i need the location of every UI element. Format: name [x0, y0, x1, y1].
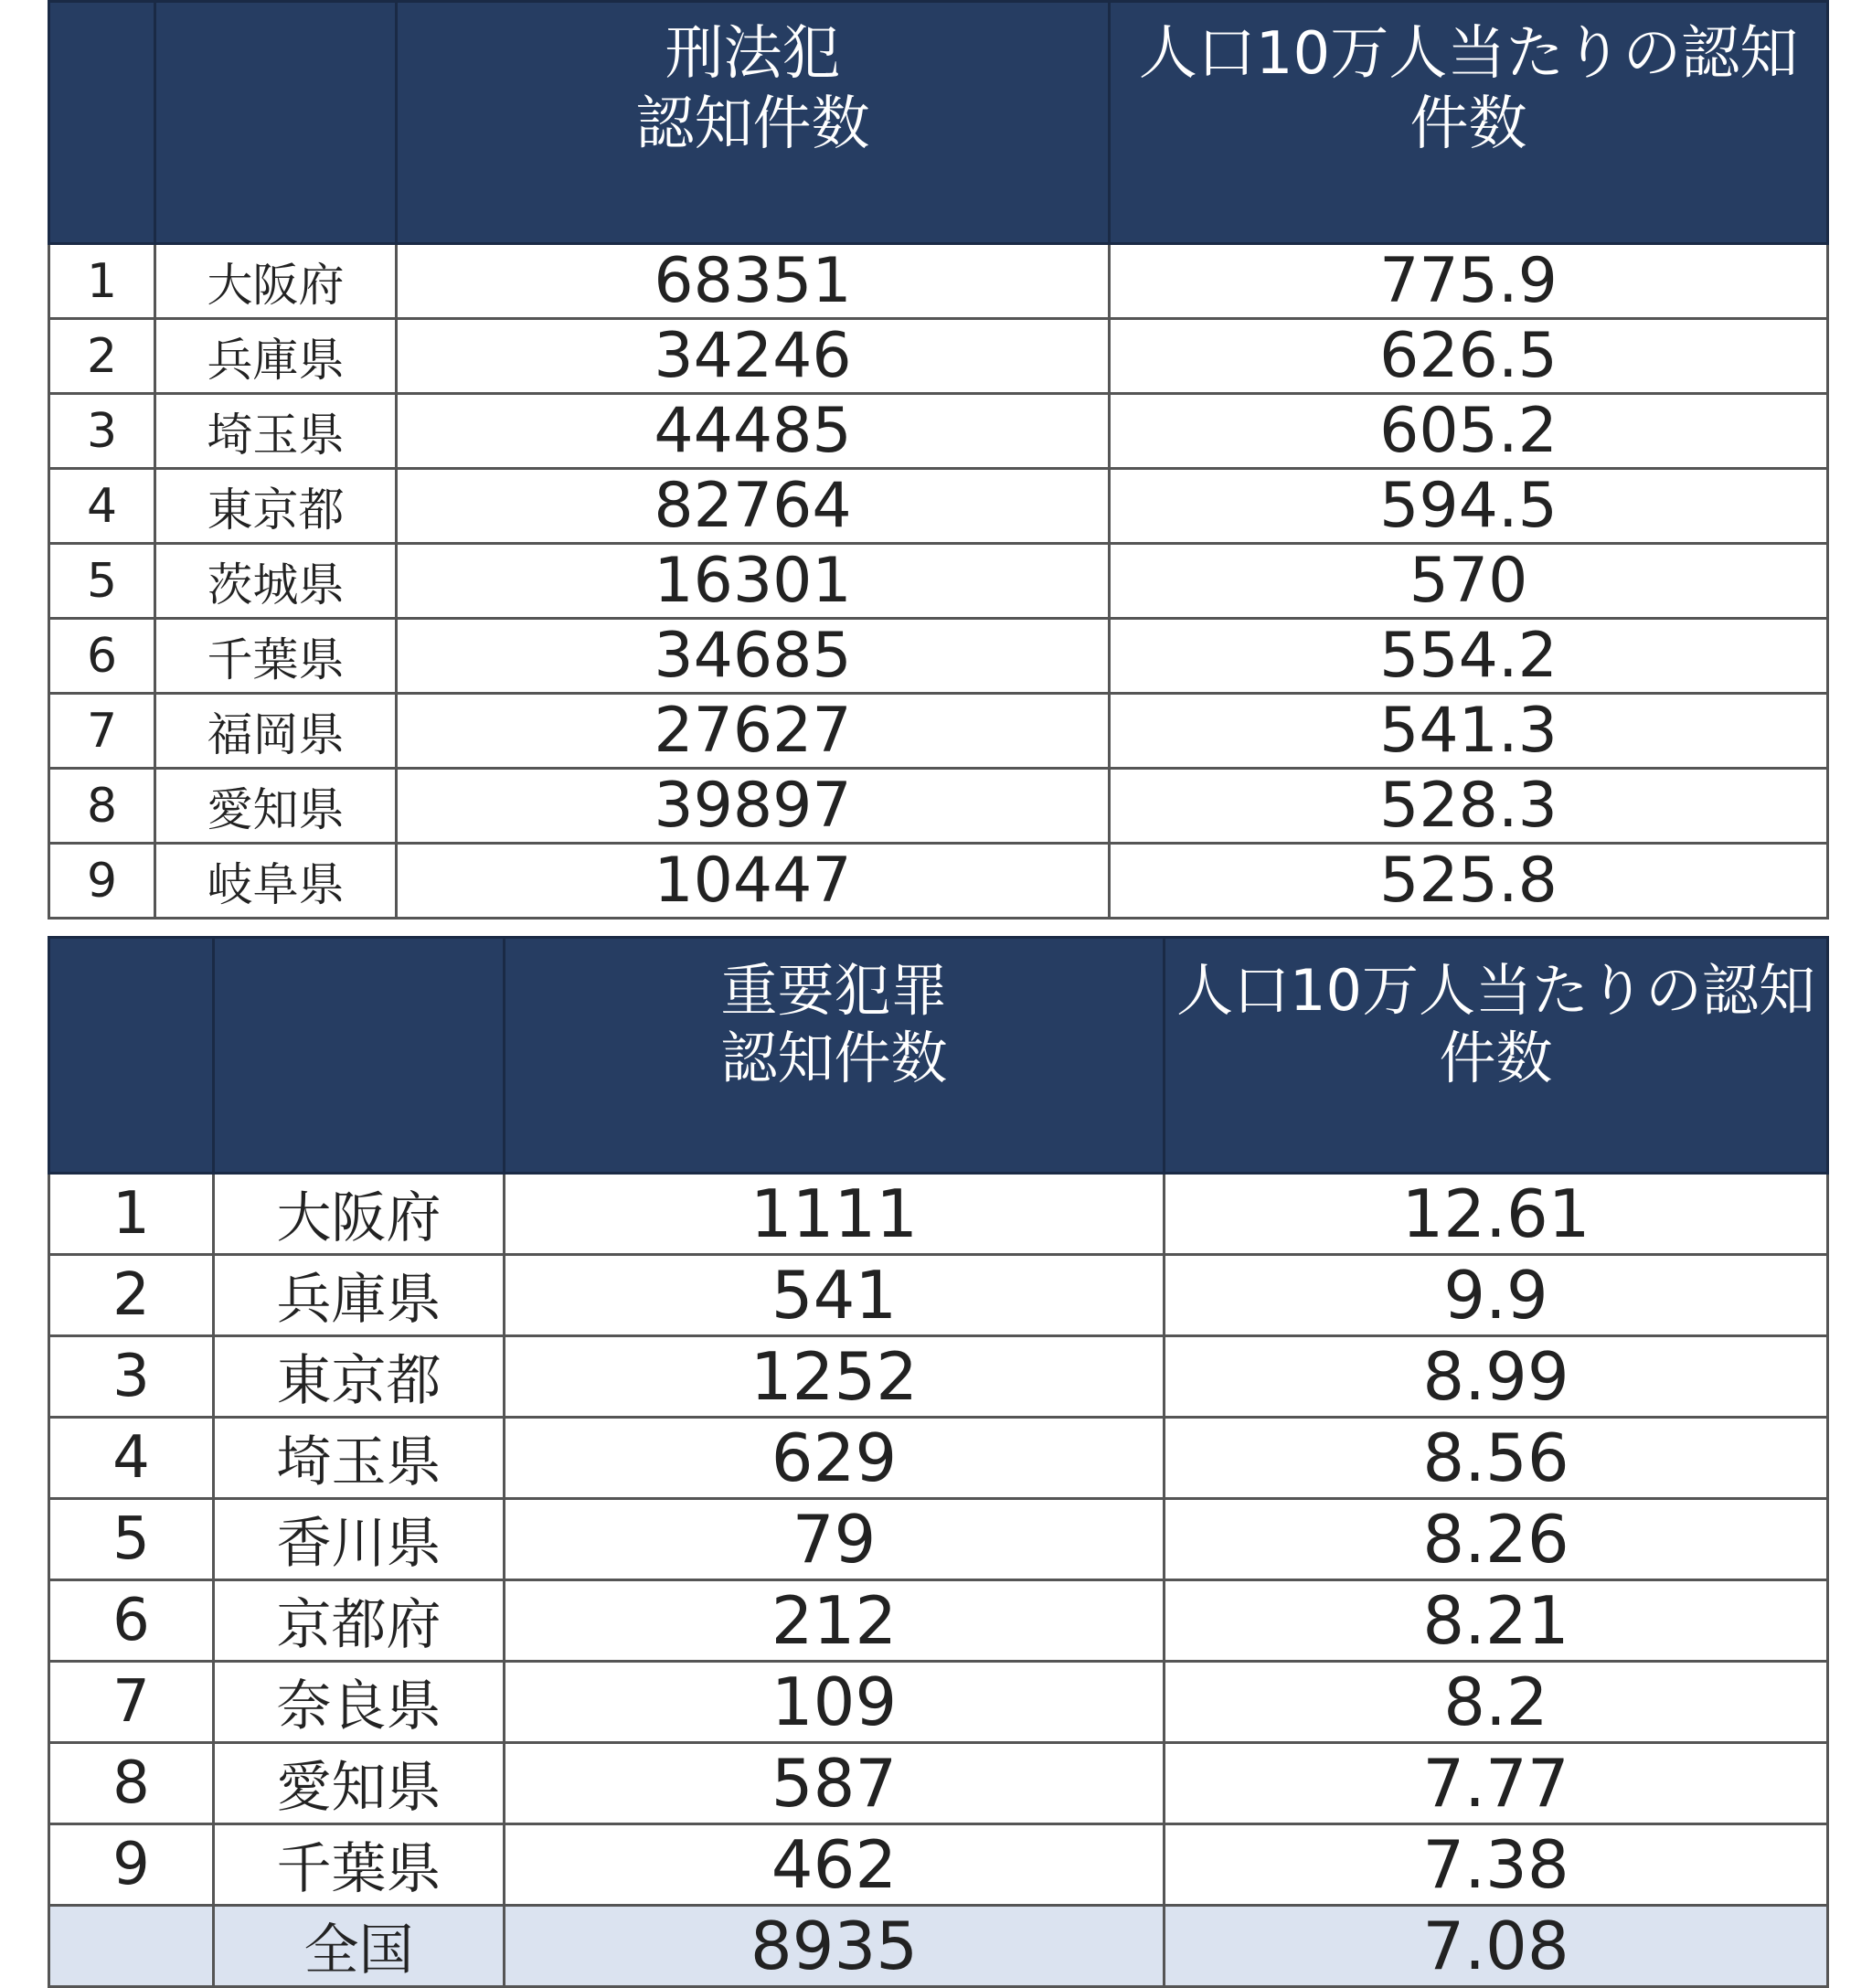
header-prefecture [155, 2, 397, 244]
per100k-cell: 8.99 [1165, 1336, 1828, 1418]
table-row [49, 1743, 1828, 1824]
per100k-cell: 8.2 [1165, 1662, 1828, 1743]
table-row [49, 1336, 1828, 1418]
table-row [49, 319, 1828, 394]
prefecture-cell: 千葉県 [155, 619, 397, 694]
per100k-cell: 626.5 [1110, 319, 1828, 394]
count-cell: 212 [505, 1580, 1165, 1662]
table-row [49, 1662, 1828, 1743]
table-row [49, 844, 1828, 919]
table-header-row [49, 938, 1828, 1174]
prefecture-cell: 全国 [214, 1906, 505, 1987]
count-cell: 16301 [397, 544, 1110, 619]
prefecture-cell: 茨城県 [155, 544, 397, 619]
rank-cell: 6 [49, 1580, 214, 1662]
serious-crime-ranking-table [48, 936, 1829, 1988]
prefecture-cell: 東京都 [155, 469, 397, 544]
header-rank [49, 938, 214, 1174]
per100k-cell: 554.2 [1110, 619, 1828, 694]
rank-cell: 2 [49, 1255, 214, 1336]
count-cell: 109 [505, 1662, 1165, 1743]
per100k-cell: 8.21 [1165, 1580, 1828, 1662]
prefecture-cell: 大阪府 [214, 1174, 505, 1255]
rank-cell: 4 [49, 469, 155, 544]
rank-cell: 1 [49, 244, 155, 319]
header-per100k: 人口10万人当たりの認知 件数 [1165, 938, 1828, 1174]
per100k-cell: 594.5 [1110, 469, 1828, 544]
table-row [49, 619, 1828, 694]
per100k-cell: 570 [1110, 544, 1828, 619]
rank-cell: 7 [49, 1662, 214, 1743]
prefecture-cell: 大阪府 [155, 244, 397, 319]
rank-cell: 3 [49, 1336, 214, 1418]
count-cell: 629 [505, 1418, 1165, 1499]
table-row [49, 769, 1828, 844]
table-row [49, 244, 1828, 319]
per100k-cell: 9.9 [1165, 1255, 1828, 1336]
rank-cell [49, 1906, 214, 1987]
prefecture-cell: 埼玉県 [155, 394, 397, 469]
table-row [49, 544, 1828, 619]
prefecture-cell: 京都府 [214, 1580, 505, 1662]
prefecture-cell: 千葉県 [214, 1824, 505, 1906]
count-cell: 27627 [397, 694, 1110, 769]
table-row [49, 1174, 1828, 1255]
rank-cell: 5 [49, 544, 155, 619]
table-row [49, 1499, 1828, 1580]
rank-cell: 9 [49, 1824, 214, 1906]
table-row [49, 469, 1828, 544]
rank-cell: 8 [49, 1743, 214, 1824]
rank-cell: 8 [49, 769, 155, 844]
rank-cell: 4 [49, 1418, 214, 1499]
table-row [49, 394, 1828, 469]
per100k-cell: 7.77 [1165, 1743, 1828, 1824]
rank-cell: 1 [49, 1174, 214, 1255]
count-cell: 1111 [505, 1174, 1165, 1255]
header-prefecture [214, 938, 505, 1174]
per100k-cell: 7.08 [1165, 1906, 1828, 1987]
prefecture-cell: 愛知県 [214, 1743, 505, 1824]
per100k-cell: 8.26 [1165, 1499, 1828, 1580]
table-gap [0, 921, 1872, 936]
count-cell: 39897 [397, 769, 1110, 844]
count-cell: 34685 [397, 619, 1110, 694]
count-cell: 587 [505, 1743, 1165, 1824]
prefecture-cell: 兵庫県 [155, 319, 397, 394]
count-cell: 1252 [505, 1336, 1165, 1418]
per100k-cell: 525.8 [1110, 844, 1828, 919]
rank-cell: 5 [49, 1499, 214, 1580]
per100k-cell: 605.2 [1110, 394, 1828, 469]
table-body [49, 1174, 1828, 1987]
table-body [49, 244, 1828, 919]
count-cell: 79 [505, 1499, 1165, 1580]
per100k-cell: 7.38 [1165, 1824, 1828, 1906]
header-per100k: 人口10万人当たりの認知 件数 [1110, 2, 1828, 244]
count-cell: 68351 [397, 244, 1110, 319]
prefecture-cell: 奈良県 [214, 1662, 505, 1743]
count-cell: 462 [505, 1824, 1165, 1906]
total-row [49, 1906, 1828, 1987]
prefecture-cell: 東京都 [214, 1336, 505, 1418]
header-count: 重要犯罪 認知件数 [505, 938, 1165, 1174]
penal-crime-ranking-table [48, 0, 1829, 920]
table-row [49, 1580, 1828, 1662]
table-row [49, 694, 1828, 769]
count-cell: 541 [505, 1255, 1165, 1336]
rank-cell: 3 [49, 394, 155, 469]
table-row [49, 1418, 1828, 1499]
per100k-cell: 12.61 [1165, 1174, 1828, 1255]
table-row [49, 1255, 1828, 1336]
prefecture-cell: 岐阜県 [155, 844, 397, 919]
count-cell: 10447 [397, 844, 1110, 919]
count-cell: 8935 [505, 1906, 1165, 1987]
per100k-cell: 775.9 [1110, 244, 1828, 319]
rank-cell: 2 [49, 319, 155, 394]
per100k-cell: 8.56 [1165, 1418, 1828, 1499]
count-cell: 44485 [397, 394, 1110, 469]
prefecture-cell: 香川県 [214, 1499, 505, 1580]
rank-cell: 6 [49, 619, 155, 694]
prefecture-cell: 埼玉県 [214, 1418, 505, 1499]
table-header-row [49, 2, 1828, 244]
count-cell: 34246 [397, 319, 1110, 394]
per100k-cell: 541.3 [1110, 694, 1828, 769]
per100k-cell: 528.3 [1110, 769, 1828, 844]
header-count: 刑法犯 認知件数 [397, 2, 1110, 244]
prefecture-cell: 福岡県 [155, 694, 397, 769]
rank-cell: 7 [49, 694, 155, 769]
table-row [49, 1824, 1828, 1906]
header-rank [49, 2, 155, 244]
rank-cell: 9 [49, 844, 155, 919]
count-cell: 82764 [397, 469, 1110, 544]
prefecture-cell: 愛知県 [155, 769, 397, 844]
prefecture-cell: 兵庫県 [214, 1255, 505, 1336]
